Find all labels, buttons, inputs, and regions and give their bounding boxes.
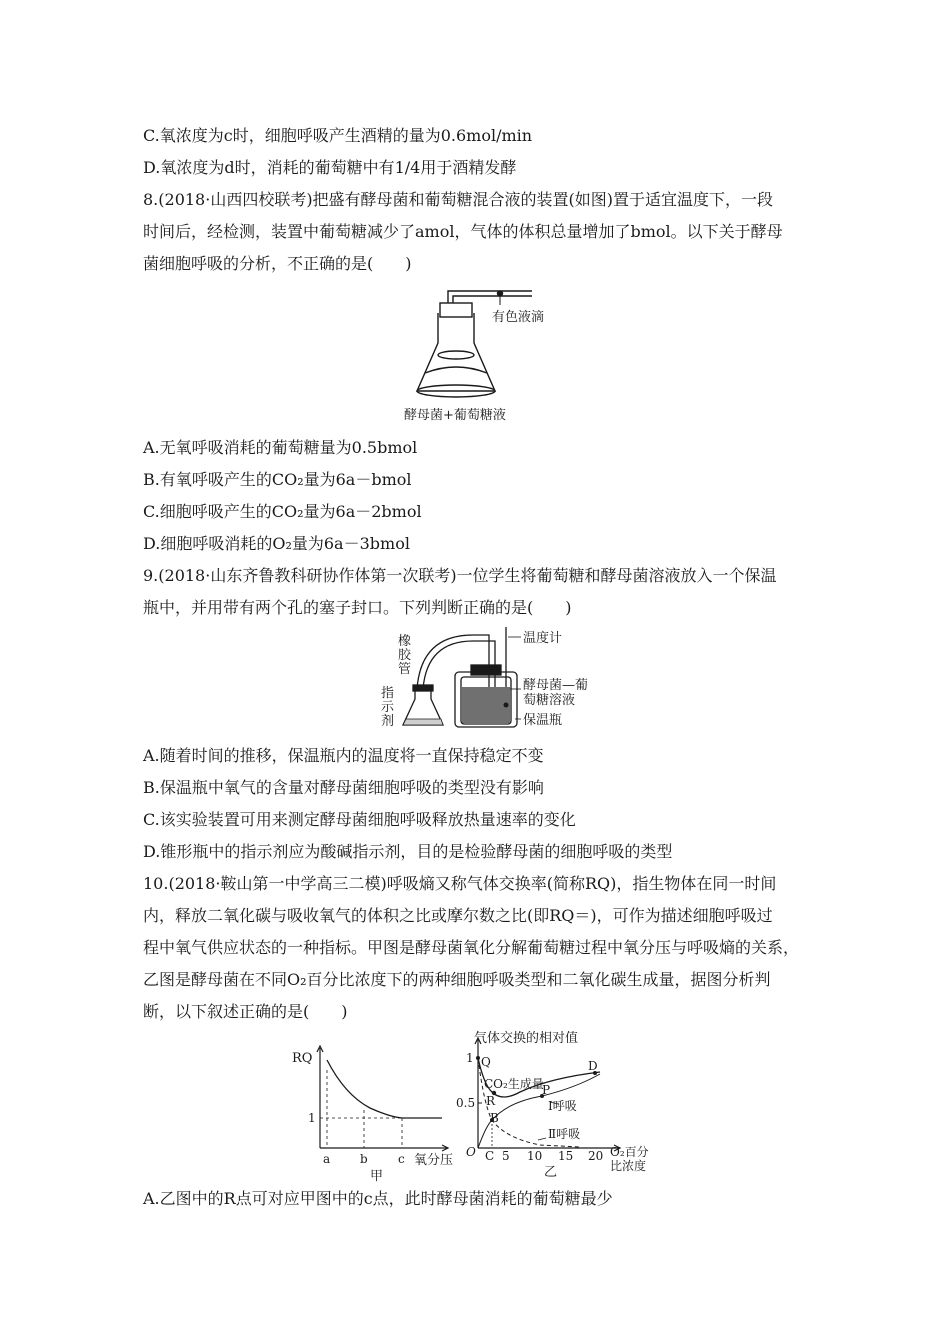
yi-point-q: Q [481,1055,491,1069]
q10-stem-line-5: 断，以下叙述正确的是( ) [143,1002,348,1021]
yi-anaerobic-label: Ⅱ呼吸 [548,1127,581,1141]
indicator-label-3: 剂 [381,714,395,729]
rubber-tube-label-1: 橡 [398,634,412,649]
jia-x-tick-b: b [360,1152,368,1166]
q10-stem-line-4: 乙图是酵母菌在不同O₂百分比浓度下的两种细胞呼吸类型和二氧化碳生成量，据图分析判 [143,970,771,989]
jia-caption: 甲 [370,1169,384,1184]
yi-aerobic-label: Ⅰ呼吸 [548,1099,577,1113]
yi-x-tick-5: 5 [502,1149,510,1163]
q9-option-d: D.锥形瓶中的指示剂应为酸碱指示剂，目的是检验酵母菌的细胞呼吸的类型 [143,842,673,861]
rubber-tube-label-2: 胶 [398,648,412,663]
jia-x-tick-c: c [398,1152,405,1166]
yi-x-label-1: O₂百分 [610,1145,649,1159]
yi-point-b: B [490,1111,499,1125]
flask-caption: 酵母菌+葡萄糖液 [404,408,506,423]
solution-label-1: 酵母菌—葡 [523,678,589,693]
yi-y-label: 气体交换的相对值 [474,1031,579,1046]
jia-y-label: RQ [292,1051,313,1066]
q8-stem-line-1: 8.(2018·山西四校联考)把盛有酵母菌和葡萄糖混合液的装置(如图)置于适宜温度下，一段 [143,190,774,209]
rubber-tube-label-3: 管 [398,662,412,677]
yi-point-r: R [486,1094,496,1108]
droplet-label: 有色液滴 [492,310,545,325]
q10-stem-line-2: 内，释放二氧化碳与吸收氧气的体积之比或摩尔数之比(即RQ＝)，可作为描述细胞呼吸过 [143,906,773,925]
yi-point-d: D [588,1059,598,1073]
jia-guides [320,1070,402,1148]
thermometer-label: 温度计 [523,631,563,646]
yi-caption: 乙 [544,1165,558,1180]
yi-y-tick-1: 1 [466,1051,474,1065]
q8-option-b: B.有氧呼吸产生的CO₂量为6a－bmol [143,470,412,489]
jia-x-label: 氧分压 [414,1153,454,1168]
yi-origin: O [466,1145,476,1159]
yi-y-tick-05: 0.5 [456,1096,476,1110]
yi-x-tick-20: 20 [588,1149,604,1163]
colored-droplet-icon [497,290,503,296]
q7-option-c: C.氧浓度为c时，细胞呼吸产生酒精的量为0.6mol/min [143,126,533,145]
yi-x-tick-10: 10 [527,1149,543,1163]
q8-option-c: C.细胞呼吸产生的CO₂量为6a－2bmol [143,502,422,521]
q8-flask-figure [400,283,570,428]
yi-x-tick-15: 15 [558,1149,574,1163]
chart-jia [290,1040,460,1184]
solution-label-2: 萄糖溶液 [523,693,576,708]
q10-option-a: A.乙图中的R点可对应甲图中的c点，此时酵母菌消耗的葡萄糖最少 [143,1189,613,1208]
q9-thermos-figure [375,627,589,732]
q8-stem-line-3: 菌细胞呼吸的分析，不正确的是( ) [143,254,412,273]
jia-rq-curve [327,1060,442,1118]
q9-option-c: C.该实验装置可用来测定酵母菌细胞呼吸释放热量速率的变化 [143,810,576,829]
chart-yi [450,1030,660,1180]
q8-option-a: A.无氧呼吸消耗的葡萄糖量为0.5bmol [143,438,418,457]
yi-x-label-2: 比浓度 [610,1159,647,1173]
yi-x-tick-c: C [485,1149,495,1163]
q8-stem-line-2: 时间后，经检测，装置中葡萄糖减少了amol，气体的体积总量增加了bmol。以下关于酵母 [143,222,783,241]
conical-flask-icon [417,291,532,397]
q9-option-b: B.保温瓶中氧气的含量对酵母菌细胞呼吸的类型没有影响 [143,778,544,797]
yi-co2-label: CO₂生成量 [484,1077,544,1091]
indicator-label-1: 指 [381,686,395,701]
q9-stem-line-1: 9.(2018·山东齐鲁教科研协作体第一次联考)一位学生将葡萄糖和酵母菌溶液放入一个保温 [143,566,777,585]
indicator-label-2: 示 [381,700,395,715]
q10-stem-line-1: 10.(2018·鞍山第一中学高三二模)呼吸熵又称气体交换率(简称RQ)，指生物体在同一时间 [143,874,777,893]
q9-option-a: A.随着时间的推移，保温瓶内的温度将一直保持稳定不变 [143,746,544,765]
q8-option-d: D.细胞呼吸消耗的O₂量为6a－3bmol [143,534,410,553]
q7-option-d: D.氧浓度为d时，消耗的葡萄糖中有1/4用于酒精发酵 [143,158,517,177]
q10-stem-line-3: 程中氧气供应状态的一种指标。甲图是酵母菌氧化分解葡萄糖过程中氧分压与呼吸熵的关系， [143,938,800,957]
thermos-label: 保温瓶 [523,713,563,728]
jia-x-tick-a: a [323,1152,331,1166]
yi-point-p: P [542,1083,551,1097]
q9-stem-line-2: 瓶中，并用带有两个孔的塞子封口。下列判断正确的是( ) [143,598,572,617]
jia-y-tick-1: 1 [308,1111,316,1125]
